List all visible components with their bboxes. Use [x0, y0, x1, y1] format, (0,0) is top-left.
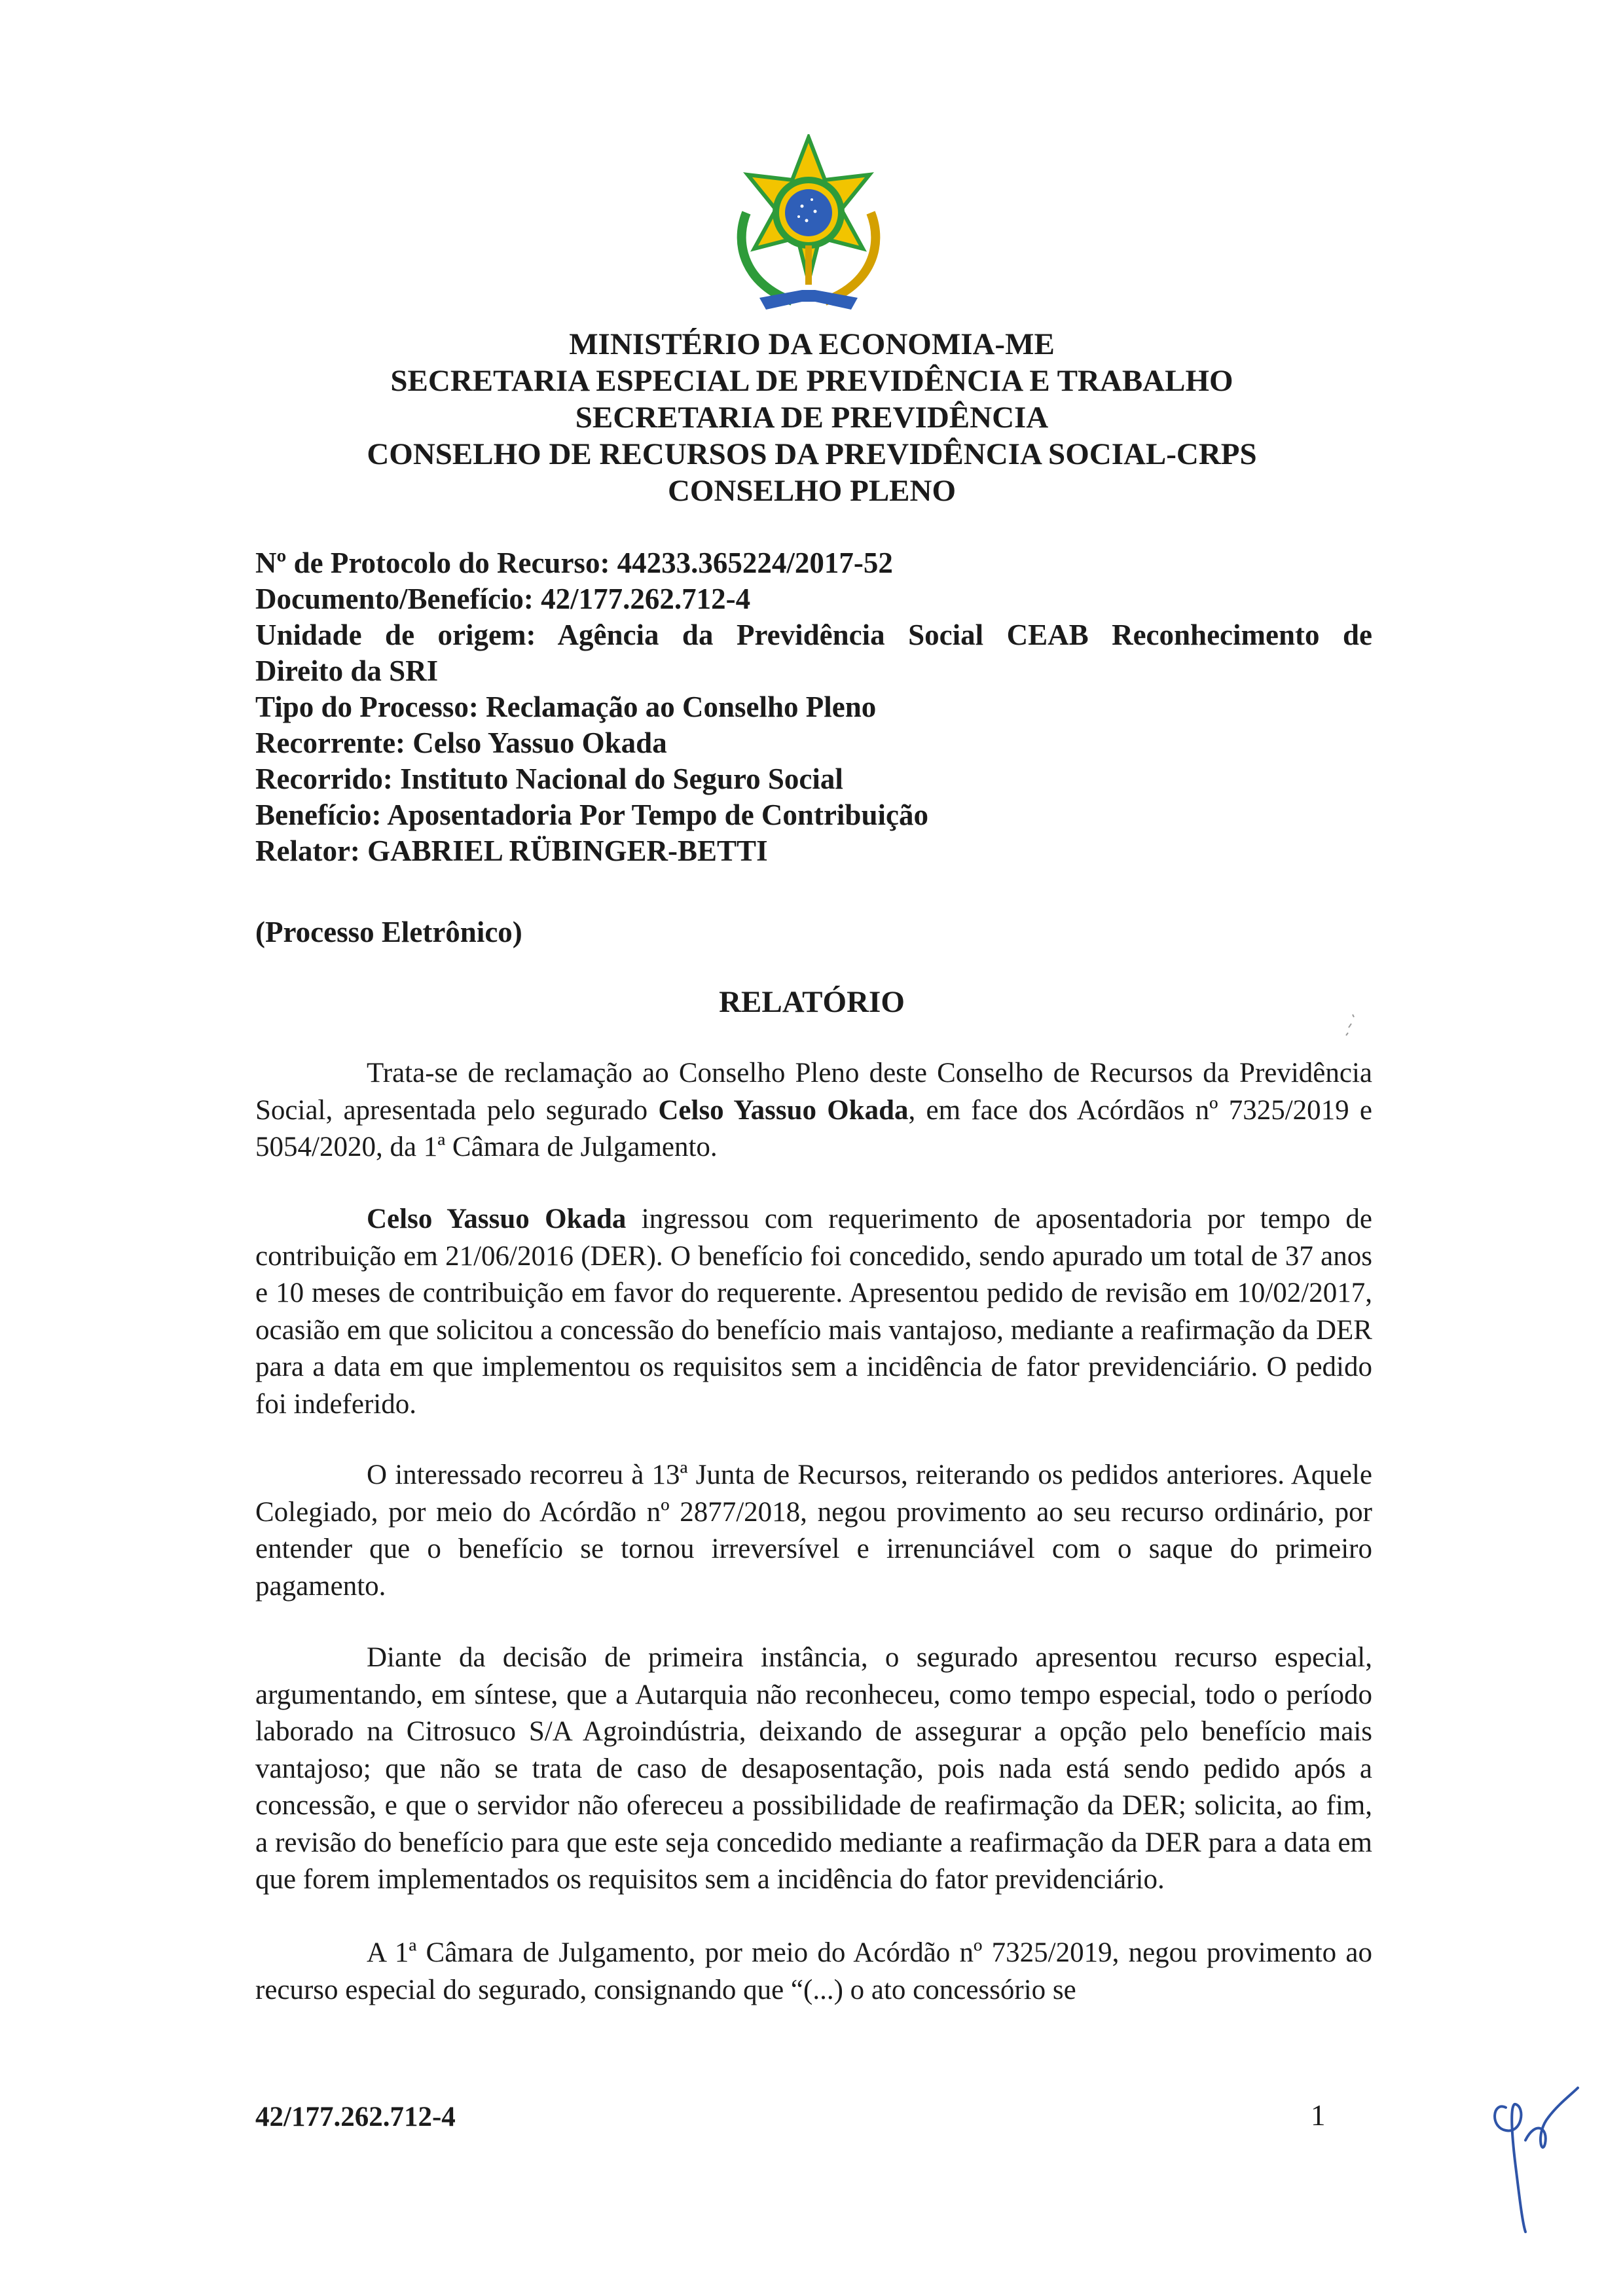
beneficio-line: Benefício: Aposentadoria Por Tempo de Contribuição — [255, 798, 928, 831]
unidade-line-2: Direito da SRI — [255, 655, 439, 687]
recorrente-line: Recorrente: Celso Yassuo Okada — [255, 726, 667, 759]
paragraph-5 — [255, 1935, 1372, 2009]
paragraph-1-text-a: Trata-se de reclamação ao Conselho Pleno deste Conselho de Recursos da Previdência Social, apresentada pelo segurado — [255, 1058, 1372, 1126]
page-number: 1 — [1311, 2099, 1326, 2132]
footer-document-code: 42/177.262.712-4 — [255, 2102, 456, 2132]
handwritten-initials-signature — [1486, 2081, 1584, 2238]
paragraph-5-text: A 1ª Câmara de Julgamento, por meio do Acórdão nº 7325/2019, negou provimento ao recurso especial do segurado, consignando que “(...) o ato concessório se — [255, 1937, 1372, 2005]
protocolo-line: Nº de Protocolo do Recurso: 44233.365224/2017-52 — [255, 547, 893, 579]
paragraph-1-name: Celso Yassuo Okada — [658, 1094, 909, 1126]
paragraph-1-text-b: , em face dos Acórdãos nº 7325/2019 e 5054/2020, da 1ª Câmara de Julgamento. — [255, 1094, 1372, 1162]
paragraph-1 — [255, 1055, 1372, 1166]
paragraph-3-text: O interessado recorreu à 13ª Junta de Recursos, reiterando os pedidos anteriores. Aquele Colegiado, por meio do Acórdão nº 2877/2018, negou provimento ao seu recurso ordinário, por entender que o benefício se tornou irreversível e irrenunciável com o saque do primeiro pagamento. — [255, 1460, 1372, 1602]
coat-of-arms-seal — [720, 134, 897, 324]
paragraph-4-text: Diante da decisão de primeira instância, o segurado apresentou recurso especial, argumentando, em síntese, que a Autarquia não reconheceu, como tempo especial, todo o período laborado na Citrosuco S/A Agroindústria, deixando de assegurar a opção pelo benefício mais vantajoso; que não se trata de caso de desaposentação, pois nada está sendo pedido após a concessão, e que o servidor não ofereceu a possibilidade de reafirmação da DER; solicita, ao fim, a revisão do benefício para que este seja concedido mediante a reafirmação da DER para a data em que forem implementados os requisitos sem a incidência do fator previdenciário. — [255, 1642, 1372, 1895]
paragraph-2-text: ingressou com requerimento de aposentadoria por tempo de contribuição em 21/06/2016 (DER). O benefício foi concedido, sendo apurado um total de 37 anos e 10 meses de contribuição em favor do requerente. Apresentou pedido de revisão em 10/02/2017, ocasião em que solicitou a concessão do benefício mais vantajoso, mediante a reafirmação da DER para a data em que implementou os requisitos sem a incidência de fator previdenciário. O pedido foi indeferido. — [255, 1204, 1372, 1420]
header-line-conselho-pleno: CONSELHO PLENO — [667, 474, 957, 508]
documento-line: Documento/Benefício: 42/177.262.712-4 — [255, 583, 751, 615]
header-line-conselho-recursos: CONSELHO DE RECURSOS DA PREVIDÊNCIA SOCIAL-CRPS — [367, 437, 1257, 471]
relator-line: Relator: GABRIEL RÜBINGER-BETTI — [255, 834, 768, 867]
paragraph-4 — [255, 1640, 1372, 1899]
paragraph-3 — [255, 1457, 1372, 1605]
tipo-line: Tipo do Processo: Reclamação ao Conselho Pleno — [255, 691, 877, 723]
paragraph-2-name: Celso Yassuo Okada — [367, 1204, 627, 1234]
section-title: RELATÓRIO — [719, 985, 905, 1019]
processo-eletronico-label: (Processo Eletrônico) — [255, 916, 522, 948]
paragraph-2 — [255, 1201, 1372, 1423]
header-line-secretaria-especial: SECRETARIA ESPECIAL DE PREVIDÊNCIA E TRABALHO — [390, 364, 1233, 398]
document-header — [196, 326, 1427, 509]
recorrido-line: Recorrido: Instituto Nacional do Seguro Social — [255, 762, 843, 795]
unidade-line-1: Unidade de origem: Agência da Previdência Social CEAB Reconhecimento de — [255, 619, 1372, 651]
header-line-secretaria-previdencia: SECRETARIA DE PREVIDÊNCIA — [575, 401, 1049, 435]
scan-mark — [1343, 1013, 1359, 1039]
header-line-ministerio: MINISTÉRIO DA ECONOMIA-ME — [569, 327, 1055, 361]
process-metadata — [255, 545, 1372, 869]
